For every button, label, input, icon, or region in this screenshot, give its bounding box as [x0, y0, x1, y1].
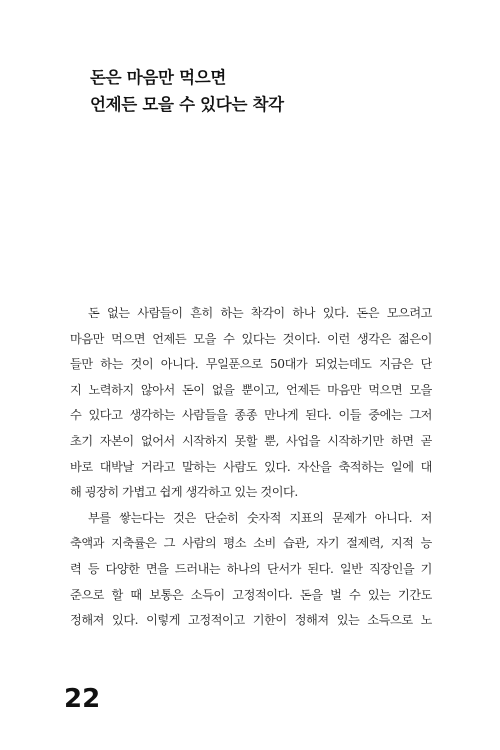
body-line: 부를 쌓는다는 것은 단순히 숫자적 지표의 문제가 아니다. 저: [88, 510, 432, 525]
body-line: 력 등 다양한 면을 드러내는 하나의 단서가 된다. 일반 직장인을 기: [70, 561, 432, 576]
body-line: 수 있다고 생각하는 사람들을 종종 만나게 된다. 이들 중에는 그저: [70, 408, 432, 423]
section-title-line-2: 언제든 모을 수 있다는 착각: [90, 95, 284, 114]
body-line: 초기 자본이 없어서 시작하지 못할 뿐, 사업을 시작하기만 하면 곧: [70, 433, 432, 448]
body-line: 해 굉장히 가볍고 쉽게 생각하고 있는 것이다.: [70, 485, 298, 500]
body-line: 준으로 할 때 보통은 소득이 고정적이다. 돈을 벌 수 있는 기간도: [70, 587, 432, 602]
body-text: [70, 301, 432, 634]
body-line: 지 노력하지 않아서 돈이 없을 뿐이고, 언제든 마음만 먹으면 모을: [70, 382, 432, 397]
body-line: 바로 대박날 거라고 말하는 사람도 있다. 자산을 축적하는 일에 대: [70, 459, 432, 474]
body-line: 정해져 있다. 이렇게 고정적이고 기한이 정해져 있는 소득으로 노: [70, 613, 432, 628]
page-number: 22: [64, 684, 101, 714]
section-title: [90, 64, 420, 118]
section-title-line-1: 돈은 마음만 먹으면: [90, 68, 227, 87]
body-line: 들만 하는 것이 아니다. 무일푼으로 50대가 되었는데도 지금은 단: [70, 357, 432, 372]
body-line: 돈 없는 사람들이 흔히 하는 착각이 하나 있다. 돈은 모으려고: [88, 306, 432, 320]
body-line: 마음만 먹으면 언제든 모을 수 있다는 것이다. 이런 생각은 젊은이: [70, 331, 432, 346]
body-line: 축액과 지축률은 그 사람의 평소 소비 습관, 자기 절제력, 지적 능: [70, 536, 432, 551]
